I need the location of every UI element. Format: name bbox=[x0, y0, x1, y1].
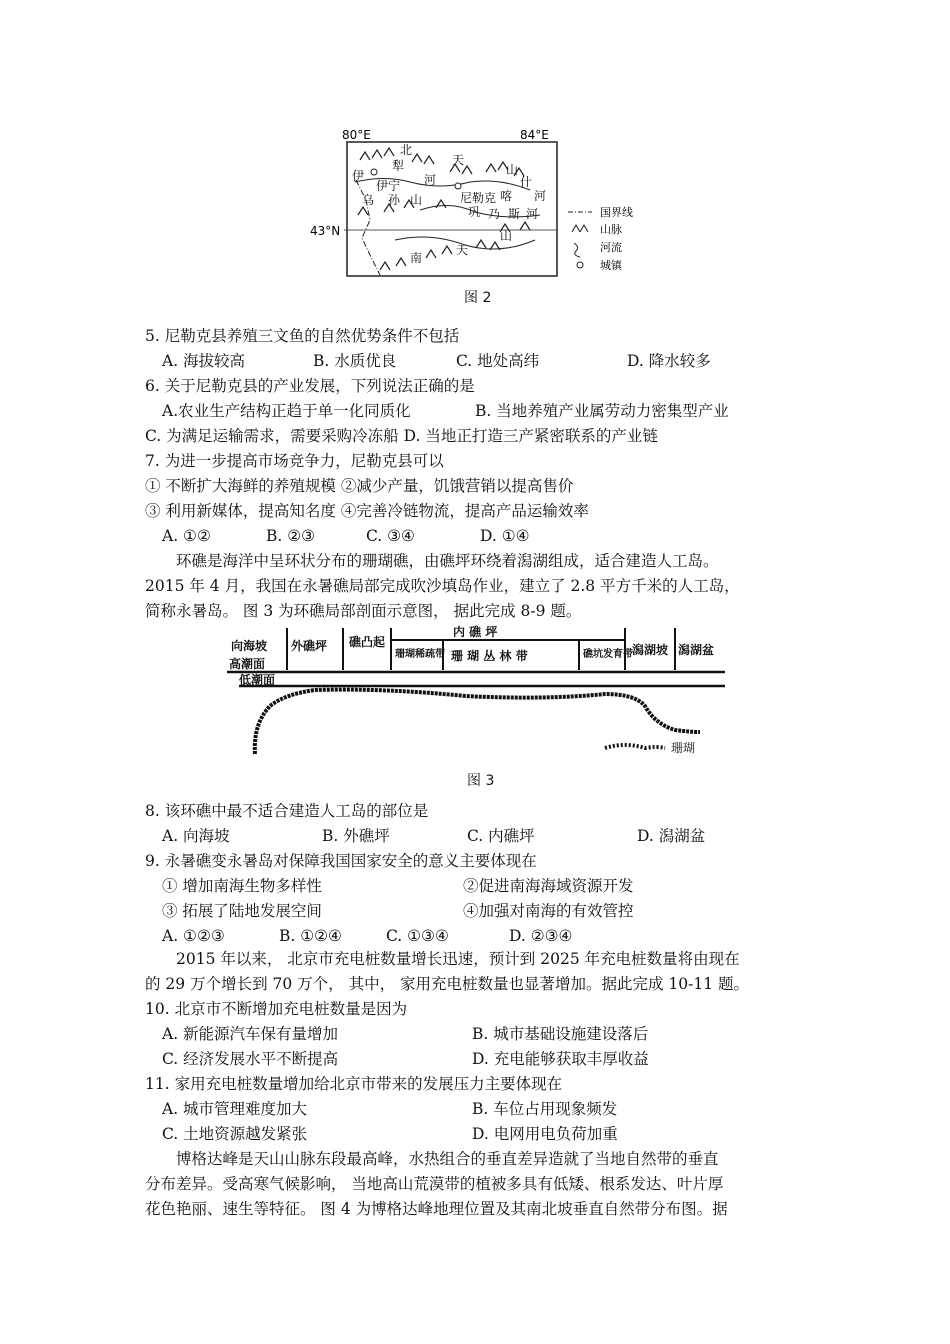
q7-option-b: B. ②③ bbox=[266, 527, 316, 545]
town-legend-icon bbox=[577, 262, 583, 268]
lon-label-left: 80°E bbox=[342, 128, 371, 142]
place-label: 孙 bbox=[388, 193, 401, 207]
zone-label-lagoon-basin: 潟湖盆 bbox=[678, 643, 715, 657]
q9-option-b: B. ①②④ bbox=[279, 927, 342, 945]
mountain-legend-icon bbox=[572, 225, 588, 232]
legend-label: 河流 bbox=[600, 241, 622, 254]
q5-option-c: C. 地处高纬 bbox=[456, 352, 540, 370]
q8-option-b: B. 外礁坪 bbox=[322, 827, 390, 845]
place-label: 北 bbox=[400, 143, 413, 157]
zone-label-sparse-coral: 珊瑚稀疏带 bbox=[395, 649, 445, 660]
q11-option-a: A. 城市管理难度加大 bbox=[162, 1100, 308, 1118]
q8-option-d: D. 潟湖盆 bbox=[637, 827, 706, 845]
q6-option-a: A.农业生产结构正趋于单一化同质化 bbox=[162, 402, 411, 420]
map-legend bbox=[568, 205, 633, 272]
q9-option-c: C. ①③④ bbox=[386, 927, 449, 945]
question-7-stem: 7. 为进一步提高市场竞争力，尼勒克县可以 bbox=[145, 452, 444, 470]
low-tide-label: 低潮面 bbox=[239, 673, 276, 687]
q7-option-d: D. ①④ bbox=[480, 527, 530, 545]
river-legend-icon bbox=[574, 243, 580, 257]
q8-option-c: C. 内礁坪 bbox=[467, 827, 535, 845]
q9-statement-4: ④加强对南海的有效管控 bbox=[463, 902, 634, 920]
place-label: 山 bbox=[410, 193, 423, 207]
place-label: 尼勒克 bbox=[460, 191, 497, 205]
question-8-stem: 8. 该环礁中最不适合建造人工岛的部位是 bbox=[145, 802, 429, 820]
mountain-symbols bbox=[358, 148, 533, 270]
question-6-stem: 6. 关于尼勒克县的产业发展，下列说法正确的是 bbox=[145, 377, 475, 395]
bogda-paragraph-line-3: 花色艳丽、速生等特征。 图 4 为博格达峰地理位置及其南北坡垂直自然带分布图。据 bbox=[145, 1200, 728, 1218]
place-label: 天 bbox=[452, 153, 465, 167]
figure-3-caption: 图 3 bbox=[467, 773, 495, 789]
place-label: 犁 bbox=[392, 159, 405, 173]
place-label: 巩 bbox=[468, 205, 481, 219]
q9-statement-3: ③ 拓展了陆地发展空间 bbox=[162, 902, 322, 920]
place-label: 伊 bbox=[352, 169, 365, 183]
bogda-paragraph-line-1: 博格达峰是天山山脉东段最高峰，水热组合的垂直差异造就了当地自然带的垂直 bbox=[176, 1150, 719, 1168]
place-label: 河 bbox=[526, 207, 539, 221]
inner-reef-flat-label: 内 礁 坪 bbox=[453, 625, 498, 639]
place-label: 喀 bbox=[500, 189, 513, 203]
zone-label-outer-reef-flat: 外礁坪 bbox=[291, 639, 328, 653]
zone-label-seaward-slope: 向海坡 bbox=[231, 639, 268, 653]
question-9-stem: 9. 永暑礁变永暑岛对保障我国国家安全的意义主要体现在 bbox=[145, 852, 537, 870]
q11-option-c: C. 土地资源越发紧张 bbox=[162, 1125, 308, 1143]
ev-paragraph-line-2: 的 29 万个增长到 70 万个， 其中， 家用充电桩数量也显著增加。据此完成 10-11 题。 bbox=[145, 975, 750, 993]
lagoon-floor-coral bbox=[605, 745, 665, 748]
q11-option-d: D. 电网用电负荷加重 bbox=[472, 1125, 618, 1143]
q5-option-a: A. 海拔较高 bbox=[162, 352, 246, 370]
q10-option-a: A. 新能源汽车保有量增加 bbox=[162, 1025, 339, 1043]
q10-option-b: B. 城市基础设施建设落后 bbox=[472, 1025, 649, 1043]
q9-statement-1: ① 增加南海生物多样性 bbox=[162, 877, 322, 895]
reef-paragraph-line-1: 环礁是海洋中呈环状分布的珊瑚礁，由礁坪环绕着潟湖组成，适合建造人工岛。 bbox=[176, 552, 719, 570]
place-label: 河 bbox=[424, 173, 437, 187]
place-label: 什 bbox=[520, 175, 533, 189]
q7-statements-1: ① 不断扩大海鲜的养殖规模 ②减少产量，饥饿营销以提高售价 bbox=[145, 477, 574, 495]
place-labels bbox=[352, 143, 546, 265]
town-nileke bbox=[455, 183, 461, 189]
place-label: 南 bbox=[410, 251, 423, 265]
legend-label: 山脉 bbox=[600, 223, 622, 236]
q10-option-d: D. 充电能够获取丰厚收益 bbox=[472, 1050, 649, 1068]
place-label: 河 bbox=[534, 189, 547, 203]
zone-label-lagoon-slope: 潟湖坡 bbox=[632, 643, 669, 657]
reef-paragraph-line-3: 简称永暑岛。 图 3 为环礁局部剖面示意图， 据此完成 8-9 题。 bbox=[145, 602, 582, 620]
figure-3-reef-profile bbox=[225, 624, 725, 764]
question-11-stem: 11. 家用充电桩数量增加给北京市带来的发展压力主要体现在 bbox=[145, 1075, 563, 1093]
q7-option-c: C. ③④ bbox=[366, 527, 415, 545]
place-label: 乌 bbox=[362, 193, 375, 207]
zone-label-coral-forest: 珊 瑚 丛 林 带 bbox=[451, 649, 528, 663]
place-label: 山 bbox=[500, 229, 513, 243]
q9-statement-2: ②促进南海海域资源开发 bbox=[463, 877, 634, 895]
q5-option-d: D. 降水较多 bbox=[627, 352, 711, 370]
q7-option-a: A. ①② bbox=[162, 527, 211, 545]
legend-label: 城镇 bbox=[600, 259, 622, 272]
question-5-stem: 5. 尼勒克县养殖三文鱼的自然优势条件不包括 bbox=[145, 327, 460, 345]
place-label: 天 bbox=[456, 243, 469, 257]
figure-2-map bbox=[300, 120, 680, 285]
q7-statements-2: ③ 利用新媒体，提高知名度 ④完善冷链物流，提高产品运输效率 bbox=[145, 502, 589, 520]
place-label: 山 bbox=[506, 163, 519, 177]
legend-label: 国界线 bbox=[600, 206, 633, 219]
q9-option-a: A. ①②③ bbox=[162, 927, 225, 945]
place-label: 乃 bbox=[488, 207, 501, 221]
zone-label-reef-ridge: 礁凸起 bbox=[349, 635, 386, 649]
high-tide-label: 高潮面 bbox=[229, 657, 266, 671]
place-label: 斯 bbox=[508, 207, 521, 221]
q6-options-cd: C. 为满足运输需求，需要采购冷冻船 D. 当地正打造三产紧密联系的产业链 bbox=[145, 427, 658, 445]
q8-option-a: A. 向海坡 bbox=[162, 827, 230, 845]
ev-paragraph-line-1: 2015 年以来， 北京市充电桩数量增长迅速，预计到 2025 年充电桩数量将由现在 bbox=[176, 950, 740, 968]
q6-option-b: B. 当地养殖产业属劳动力密集型产业 bbox=[475, 402, 729, 420]
q9-option-d: D. ②③④ bbox=[509, 927, 573, 945]
figure-2-caption: 图 2 bbox=[464, 290, 492, 306]
reef-paragraph-line-2: 2015 年 4 月，我国在永暑礁局部完成吹沙填岛作业，建立了 2.8 平方千米的人工岛， bbox=[145, 577, 740, 595]
town-yining bbox=[371, 169, 377, 175]
q5-option-b: B. 水质优良 bbox=[313, 352, 397, 370]
bogda-paragraph-line-2: 分布差异。受高寒气候影响， 当地高山荒漠带的植被多具有低矮、根系发达、叶片厚 bbox=[145, 1175, 724, 1193]
lat-label: 43°N bbox=[310, 224, 341, 238]
question-10-stem: 10. 北京市不断增加充电桩数量是因为 bbox=[145, 1000, 408, 1018]
q11-option-b: B. 车位占用现象频发 bbox=[472, 1100, 618, 1118]
zone-label-reef-pit: 礁坑发育带 bbox=[583, 649, 633, 660]
lon-label-right: 84°E bbox=[520, 128, 549, 142]
place-label: 伊宁 bbox=[376, 179, 401, 193]
q10-option-c: C. 经济发展水平不断提高 bbox=[162, 1050, 339, 1068]
coral-label: 珊瑚 bbox=[671, 741, 696, 755]
